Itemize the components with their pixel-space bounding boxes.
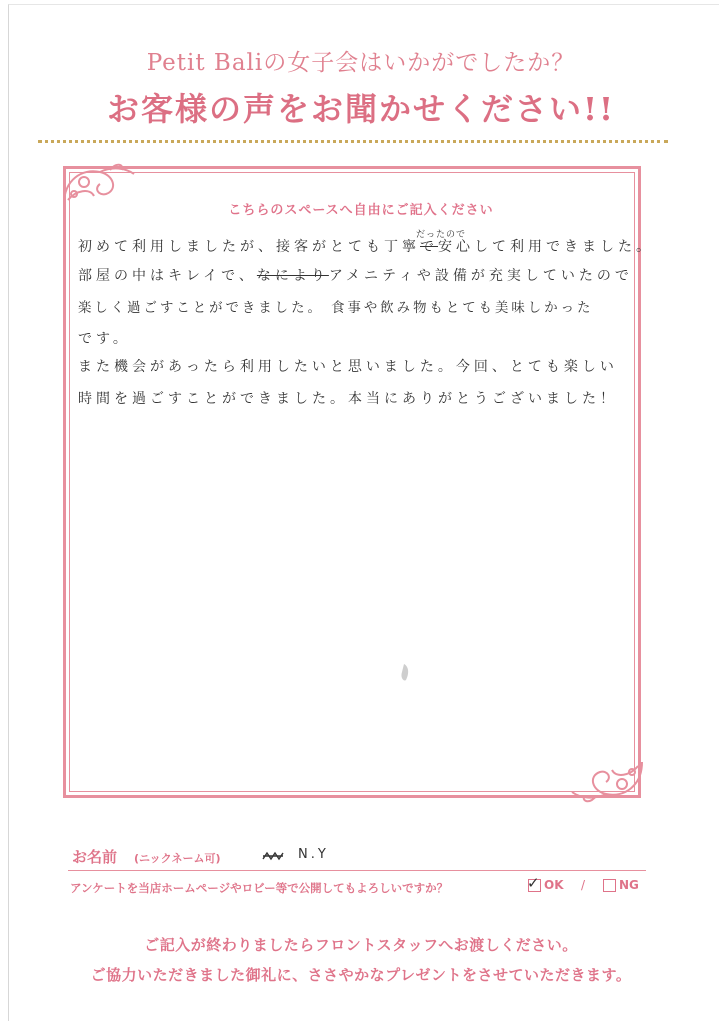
consent-question: アンケートを当店ホームページやロビー等で公開してもよろしいですか？ [70, 881, 449, 895]
paper-smudge [396, 660, 416, 684]
handwritten-line-2a: 部屋の中はキレイで、 [78, 268, 257, 284]
dotted-divider [38, 140, 668, 143]
struck-word: で [420, 239, 438, 255]
footer-line-1: ご記入が終わりましたらフロントスタッフへお渡しください。 [144, 936, 578, 954]
ok-label: OK [544, 878, 564, 892]
name-label: お名前 [72, 848, 118, 866]
name-sublabel: (ニックネーム可) [134, 852, 221, 865]
option-separator: / [581, 878, 586, 892]
handwritten-line-1a: 初めて利用しましたが、接客がとても丁寧 [78, 239, 420, 255]
consent-ok-option[interactable] [527, 873, 564, 892]
handwritten-line-6: 時間を過ごすことができました。本当にありがとうございました！ [78, 391, 618, 407]
comment-prompt: こちらのスペースへ自由にご記入ください [228, 203, 494, 218]
handwritten-insertion: だったので [416, 230, 467, 240]
consent-ng-option[interactable] [603, 878, 639, 892]
flourish-bottom-right-icon [566, 756, 646, 806]
handwritten-line-1 [78, 236, 654, 256]
handwritten-line-2 [78, 265, 633, 285]
handwritten-line-1b: 安心して利用できました。 [438, 239, 654, 255]
handwritten-line-3: 楽しく過ごすことができました。 食事や飲み物もとても美味しかった [78, 301, 594, 316]
check-mark-icon: ✓ [527, 873, 540, 892]
title-line-2: お客様の声をお聞かせください!! [106, 90, 616, 128]
footer-line-2: ご協力いただきました御礼に、ささやかなプレゼントをさせていただきます。 [90, 966, 632, 984]
ng-label: NG [619, 878, 639, 892]
scribbled-out-mark [262, 851, 284, 861]
title-line-1: Petit Baliの女子会はいかがでしたか？ [146, 50, 576, 76]
name-value[interactable]: N.Y [298, 847, 329, 862]
name-underline [68, 870, 646, 871]
struck-phrase: なにより [256, 268, 329, 284]
handwritten-line-2b: アメニティや設備が充実していたので [328, 268, 633, 284]
handwritten-line-5: また機会があったら利用したいと思いました。今回、とても楽しい [78, 359, 618, 375]
handwritten-line-4: です。 [78, 331, 131, 347]
checkbox-checked-icon[interactable] [527, 873, 541, 892]
checkbox-empty-icon[interactable] [603, 879, 616, 892]
